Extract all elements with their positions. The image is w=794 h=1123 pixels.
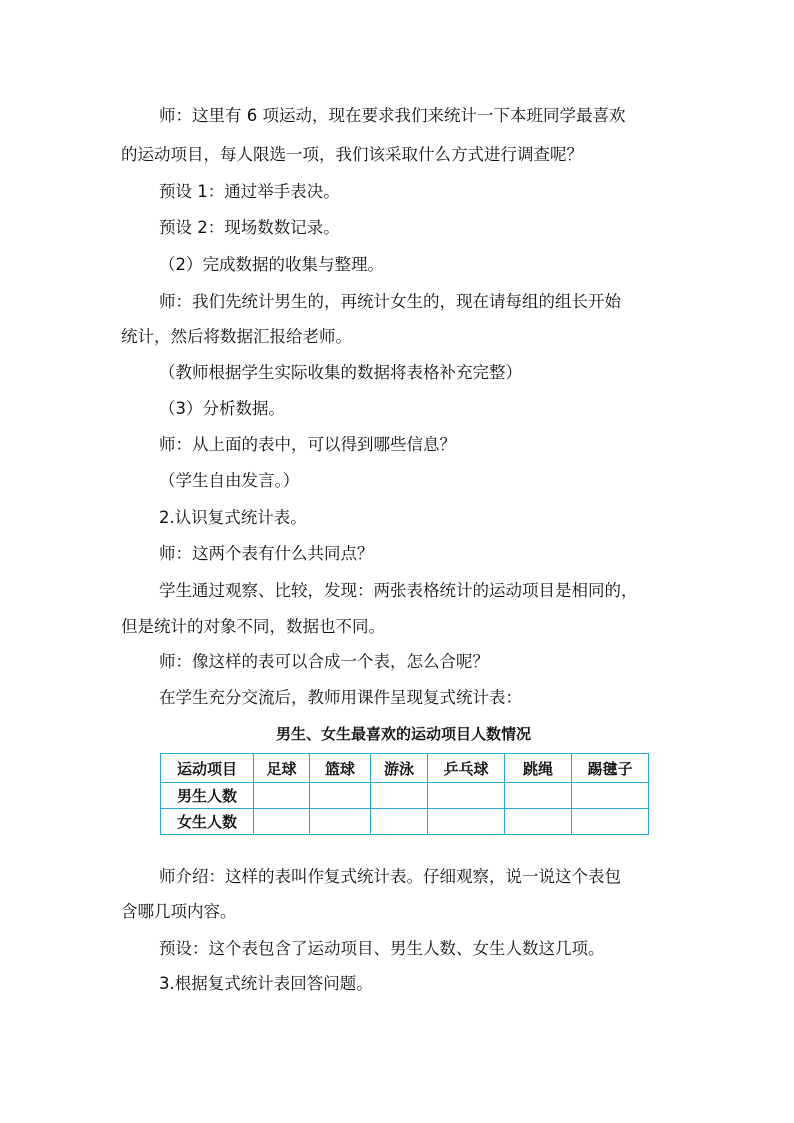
header-cell: 跳绳 (505, 754, 572, 783)
table-cell (310, 783, 371, 809)
paragraph: 师：像这样的表可以合成一个表，怎么合呢？ (159, 652, 489, 671)
paragraph: 师：从上面的表中，可以得到哪些信息？ (159, 435, 456, 454)
table-cell (505, 809, 572, 835)
section-heading: 2.认识复式统计表。 (159, 508, 307, 527)
table-cell (428, 783, 505, 809)
table-cell (371, 783, 428, 809)
row-label: 女生人数 (161, 809, 254, 835)
paragraph: 在学生充分交流后，教师用课件呈现复式统计表： (159, 688, 522, 707)
section-heading: （3）分析数据。 (159, 399, 285, 418)
header-cell: 足球 (254, 754, 310, 783)
paragraph: 预设 1：通过举手表决。 (159, 182, 340, 201)
table-cell (428, 809, 505, 835)
paragraph: （教师根据学生实际收集的数据将表格补充完整） (159, 363, 522, 382)
section-heading: 3.根据复式统计表回答问题。 (159, 974, 373, 993)
paragraph: 含哪几项内容。 (121, 902, 237, 921)
header-cell: 乒乓球 (428, 754, 505, 783)
table-cell (572, 809, 649, 835)
table-row (161, 809, 649, 835)
header-cell: 游泳 (371, 754, 428, 783)
table-cell (310, 809, 371, 835)
compound-statistics-table (160, 753, 649, 835)
row-label: 男生人数 (161, 783, 254, 809)
paragraph: 师介绍：这样的表叫作复式统计表。仔细观察，说一说这个表包 (159, 867, 621, 886)
paragraph: 师：我们先统计男生的，再统计女生的，现在请每组的组长开始 (159, 292, 621, 311)
paragraph: 预设：这个表包含了运动项目、男生人数、女生人数这几项。 (159, 939, 605, 958)
paragraph: 的运动项目，每人限选一项，我们该采取什么方式进行调查呢？ (121, 145, 583, 164)
table-row (161, 783, 649, 809)
section-heading: （2）完成数据的收集与整理。 (159, 255, 384, 274)
paragraph: 预设 2：现场数数记录。 (159, 218, 340, 237)
header-cell: 运动项目 (161, 754, 254, 783)
paragraph: 统计，然后将数据汇报给老师。 (121, 327, 352, 346)
table-cell (371, 809, 428, 835)
paragraph: 但是统计的对象不同，数据也不同。 (121, 617, 385, 636)
table-cell (505, 783, 572, 809)
header-cell: 篮球 (310, 754, 371, 783)
table-title: 男生、女生最喜欢的运动项目人数情况 (275, 725, 531, 743)
paragraph: 师：这两个表有什么共同点？ (159, 544, 374, 563)
paragraph: 学生通过观察、比较，发现：两张表格统计的运动项目是相同的， (159, 581, 638, 600)
table-cell (254, 783, 310, 809)
table-cell (572, 783, 649, 809)
table-cell (254, 809, 310, 835)
paragraph: （学生自由发言。） (159, 471, 300, 490)
table-header-row (161, 754, 649, 783)
paragraph: 师：这里有 6 项运动，现在要求我们来统计一下本班同学最喜欢 (159, 106, 626, 125)
header-cell: 踢毽子 (572, 754, 649, 783)
